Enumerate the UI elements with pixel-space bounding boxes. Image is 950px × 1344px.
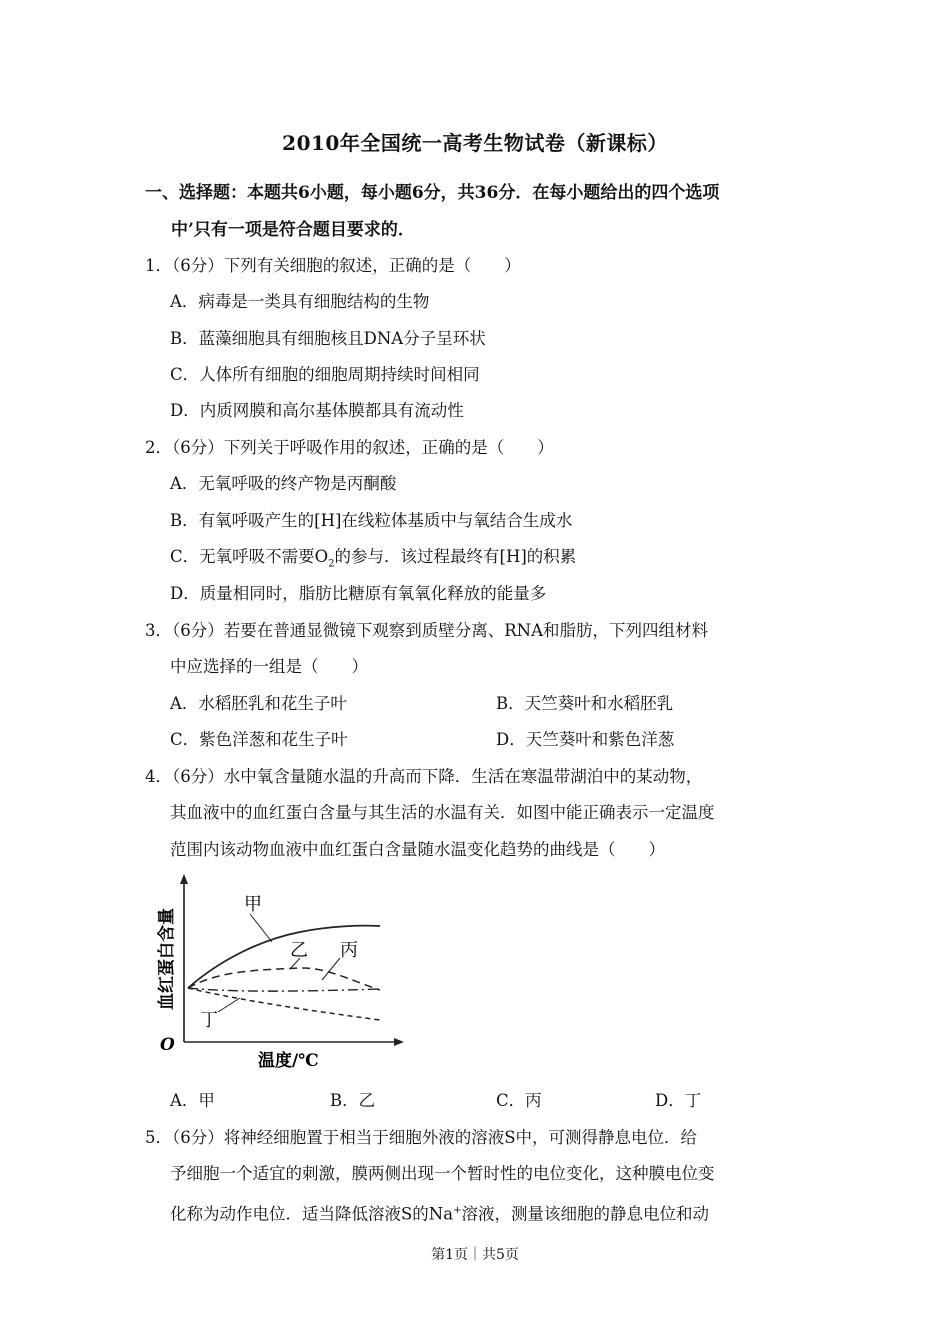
q5-stem-cont1: 予细胞一个适宜的刺激，膜两侧出现一个暂时性的电位变化，这种膜电位变 bbox=[170, 1164, 715, 1183]
q2-option-a: A．无氧呼吸的终产物是丙酮酸 bbox=[170, 474, 397, 493]
series-bing-label: 丙 bbox=[340, 940, 358, 961]
q4-option-a: A．甲 bbox=[170, 1091, 215, 1110]
series-jia-label: 甲 bbox=[244, 894, 262, 915]
leader-bing bbox=[322, 958, 340, 980]
series-bing-line bbox=[188, 988, 380, 991]
q2-option-b: B．有氧呼吸产生的[H]在线粒体基质中与氧结合生成水 bbox=[170, 511, 573, 530]
section-heading-line1: 一、选择题：本题共6小题，每小题6分，共36分．在每小题给出的四个选项 bbox=[145, 183, 720, 203]
q1-option-a: A．病毒是一类具有细胞结构的生物 bbox=[170, 292, 430, 311]
q1-option-b: B．蓝藻细胞具有细胞核且DNA分子呈环状 bbox=[170, 329, 486, 348]
y-axis-arrow bbox=[180, 874, 188, 884]
leader-ding bbox=[218, 998, 240, 1012]
x-axis-arrow bbox=[394, 1038, 404, 1046]
q1-option-c: C．人体所有细胞的细胞周期持续时间相同 bbox=[170, 365, 480, 384]
section-heading-line2: 中’只有一项是符合题目要求的． bbox=[171, 220, 415, 240]
q3-option-c: C．紫色洋葱和花生子叶 bbox=[170, 730, 348, 749]
series-yi-line bbox=[188, 968, 380, 990]
q4-stem: 4．（6分）水中氧含量随水温的升高而下降．生活在寒温带湖泊中的某动物， bbox=[145, 767, 703, 786]
q3-stem: 3．（6分）若要在普通显微镜下观察到质壁分离、RNA和脂肪，下列四组材料 bbox=[145, 621, 709, 640]
y-axis-label: 血红蛋白含量 bbox=[157, 908, 177, 1010]
q5-stem: 5．（6分）将神经细胞置于相当于细胞外液的溶液S中，可测得静息电位．给 bbox=[145, 1128, 698, 1147]
q3-option-d: D．天竺葵叶和紫色洋葱 bbox=[496, 730, 675, 749]
series-yi-label: 乙 bbox=[290, 940, 308, 961]
q4-stem-cont2: 范围内该动物血液中血红蛋白含量随水温变化趋势的曲线是（ ） bbox=[170, 840, 665, 859]
q3-option-a: A．水稻胚乳和花生子叶 bbox=[170, 694, 347, 713]
q2-stem: 2．（6分）下列关于呼吸作用的叙述，正确的是（ ） bbox=[145, 438, 554, 457]
q2-option-d: D．质量相同时，脂肪比糖原有氧氧化释放的能量多 bbox=[170, 584, 547, 603]
q1-stem: 1．（6分）下列有关细胞的叙述，正确的是（ ） bbox=[145, 256, 521, 275]
section-heading bbox=[145, 175, 815, 249]
q4-option-d: D．丁 bbox=[655, 1091, 702, 1110]
q3-stem-cont: 中应选择的一组是（ ） bbox=[170, 657, 368, 676]
q4-stem-cont1: 其血液中的血红蛋白含量与其生活的水温有关．如图中能正确表示一定温度 bbox=[170, 803, 715, 822]
q4-option-b: B．乙 bbox=[330, 1091, 376, 1110]
origin-label: O bbox=[160, 1035, 175, 1055]
page-footer: 第1页｜共5页 bbox=[431, 1247, 519, 1263]
leader-jia bbox=[250, 914, 272, 942]
page-title: 2010年全国统一高考生物试卷（新课标） bbox=[282, 131, 668, 155]
q2-option-c: C．无氧呼吸不需要$O_2$的参与．该过程最终有[H]的积累 bbox=[170, 547, 577, 570]
series-ding-label: 丁 bbox=[200, 1010, 218, 1031]
q5-stem-cont2: 化称为动作电位．适当降低溶液S的Na+溶液，测量该细胞的静息电位和动 bbox=[170, 1204, 709, 1224]
hemoglobin-chart bbox=[140, 870, 420, 1075]
q1-option-d: D．内质网膜和高尔基体膜都具有流动性 bbox=[170, 401, 464, 420]
x-axis-label: 温度/℃ bbox=[258, 1051, 319, 1071]
q4-option-c: C．丙 bbox=[496, 1091, 542, 1110]
q3-option-b: B．天竺葵叶和水稻胚乳 bbox=[496, 694, 674, 713]
